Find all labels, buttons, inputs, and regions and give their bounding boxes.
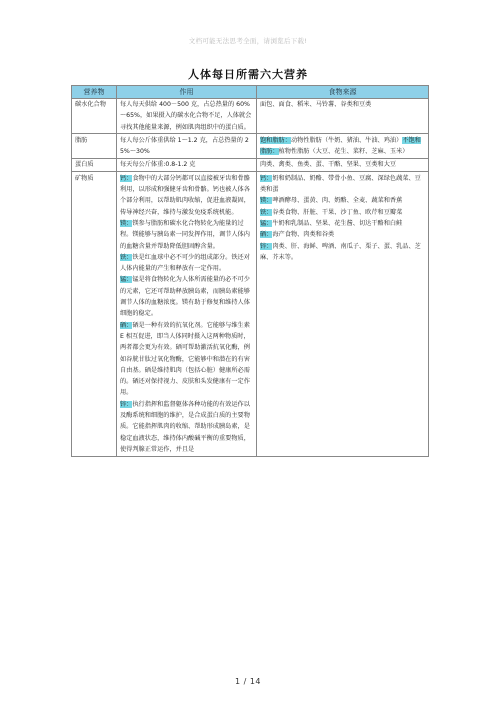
- highlight-label: 不饱和脂肪：: [260, 136, 421, 156]
- source-text: 肉类、肝、海鲜、啤酒、南瓜子、栗子、蛋、乳品、芝麻、芥末等。: [260, 242, 421, 261]
- source-text: 牛奶和乳制品、坚果、花生酱、切达干酪和白鲑: [272, 219, 403, 227]
- highlight-label: 镁：: [120, 219, 133, 227]
- highlight-label: 钙：: [120, 174, 133, 182]
- highlight-label: 硒：: [260, 231, 273, 239]
- source-text: 奶和奶制品、奶酪、带骨小鱼、豆腐、深绿色蔬菜、豆类和蛋: [260, 174, 421, 194]
- row-source: 面包、面食、稻米、马铃薯、谷类和豆类: [257, 98, 429, 134]
- row-name: 脂肪: [72, 134, 117, 159]
- header-name: 营养物: [72, 86, 117, 99]
- row-name: 矿物质: [72, 172, 117, 456]
- mineral-use-item: [120, 274, 253, 319]
- highlight-label: 镁：: [260, 197, 273, 205]
- header-source: 食物来源: [257, 86, 429, 99]
- mineral-use-item: [120, 320, 253, 399]
- page-number: 1 / 14: [234, 677, 262, 686]
- mineral-source-item: [260, 241, 425, 264]
- row-use: 每天每公斤体重:0.8-1.2 克: [117, 158, 257, 171]
- mineral-source-item: [260, 229, 425, 240]
- highlight-label: 铁：: [120, 253, 133, 261]
- mineral-source-item: [260, 207, 425, 218]
- highlight-label: 锰：: [120, 276, 133, 284]
- row-use: [117, 172, 257, 456]
- row-use: 每人每公斤体重供给 1～1.2 克，占总热量的 25%～30%: [117, 134, 257, 159]
- source-text: 啤酒酵母、蛋黄、肉、奶酪、全麦、蔬菜和香蕉: [272, 197, 403, 205]
- mineral-source-item: [260, 173, 425, 196]
- source-text: 海产食物、肉类和谷类: [272, 231, 335, 239]
- mineral-source-item: [260, 195, 425, 206]
- table-row: [72, 158, 429, 171]
- watermark: 文档可能无法思考全面，请浏览后下载!: [188, 37, 308, 45]
- use-text: 镁参与脂肪和碳水化合物转化为能量的过程。镁能够与胰岛素一同发挥作用，调节人体内的血糖含量并帮助降低胆固醇含量。: [120, 219, 250, 250]
- row-name: 碳水化合物: [72, 98, 117, 134]
- mineral-use-item: [120, 173, 253, 218]
- highlight-label: 钙：: [260, 174, 273, 182]
- table-row: [72, 134, 429, 159]
- use-text: 执行指挥和监督躯体各种功能的有效运作以及酶系统和细胞的维护，是合成蛋白质的主要物质。它能指挥肌肉的收缩、帮助形成胰岛素，是稳定血液状态，维持体内酸碱平衡的重要物质，使得判腺正常运作，并且是: [120, 400, 250, 453]
- source-text: 谷类食物、肝脏、干果、沙丁鱼、欧芹和豆瓣菜: [272, 208, 403, 216]
- row-use: 每人每天供给 400－500 克，占总热量的 60%～65%，如果摄入的碳水化合物不足，人体就会寻找其他能量来源，例如肌肉组织中的蛋白质。: [117, 98, 257, 134]
- source-text: 植物性脂肪（大豆、花生、菜籽、芝麻、玉米）: [278, 148, 409, 156]
- use-text: 锰是将食物转化为人体所需能量的必不可少的元素，它还可帮助释放胰岛素，而胰岛素能够调节人体的血糖浓度。镁有助于修复和维持人体细胞的稳定。: [120, 276, 250, 318]
- source-text: 动物性脂肪（牛奶、猪油、牛油、鸡油）: [290, 136, 403, 144]
- page-title: 人体每日所需六大营养: [188, 68, 308, 81]
- row-name: 蛋白质: [72, 158, 117, 171]
- row-source: 肉类、禽类、鱼类、蛋、干酪、坚果、豆类和大豆: [257, 158, 429, 171]
- highlight-label: 锰：: [260, 219, 273, 227]
- mineral-source-item: [260, 218, 425, 229]
- mineral-use-item: [120, 252, 253, 275]
- header-use: 作用: [117, 86, 257, 99]
- highlight-label: 锌：: [120, 400, 133, 408]
- use-text: 铁是红血球中必不可少的组成部分。铁还对人体内能量的产生和释放有一定作用。: [120, 253, 250, 273]
- mineral-use-item: [120, 218, 253, 252]
- table-row: [72, 98, 429, 134]
- highlight-label: 铁：: [260, 208, 273, 216]
- highlight-label: 硒：: [120, 321, 133, 329]
- nutrition-table: [71, 85, 429, 457]
- use-text: 食物中的大部分钙都可以直接被牙齿和骨骼利用，以形成和强健牙齿和骨骼。钙也被人体各个部分利用，以帮助肌肉收缩，促进血液凝固，传导神经兴奋，维持与激发免疫系统机能。: [120, 174, 250, 216]
- row-source: [257, 134, 429, 159]
- use-text: 硒是一种有效的抗氧化剂。它能够与维生素 E 相互促进，即当人体同时摄入这两种物质时，两者都会更为有效。硒可帮助激活抗氧化酶，例如谷胱甘肽过氧化物酶，它能够中和潜在的有害自由基。硒是维持肌肉（包括心脏）健康所必需的。硒还对保持视力、皮肤和头发健康有一定作用。: [120, 321, 250, 397]
- highlight-label: 锌：: [260, 242, 273, 250]
- row-source: [257, 172, 429, 456]
- mineral-use-item: [120, 399, 253, 455]
- table-row: [72, 172, 429, 456]
- highlight-label: 饱和脂肪：: [260, 136, 291, 144]
- table-header-row: [72, 86, 429, 99]
